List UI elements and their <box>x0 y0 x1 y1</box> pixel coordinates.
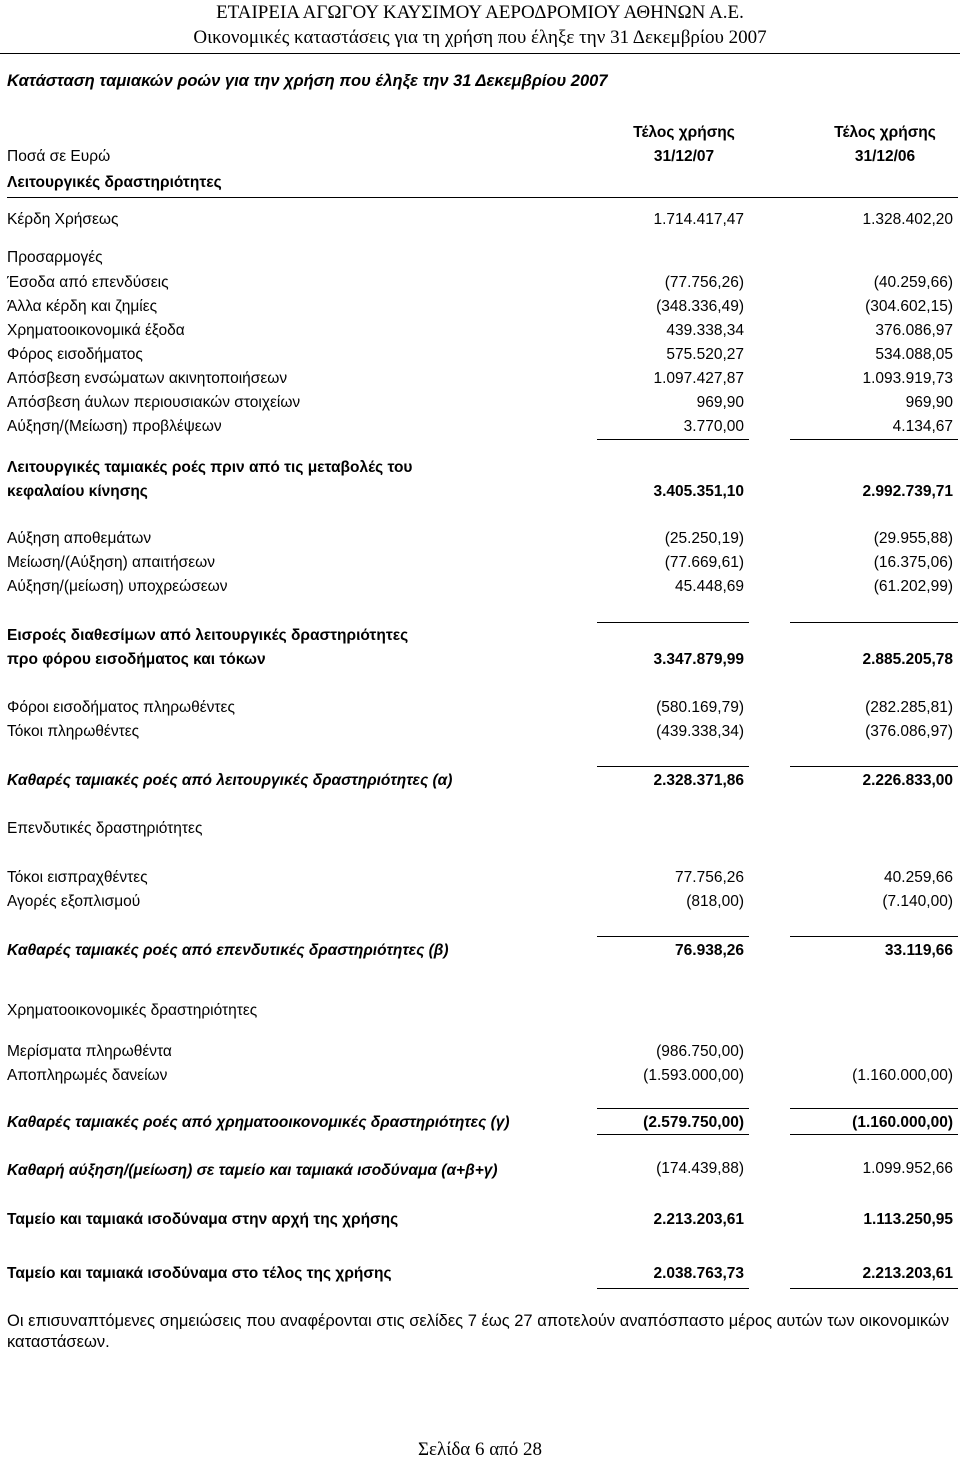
row-net-financing-label: Καθαρές ταμιακές ροές από χρηματοοικονομικές δραστηριότητες (γ) <box>7 1114 510 1131</box>
row-provisions-2007: 3.770,00 <box>683 418 744 435</box>
row-loan-repay-label: Αποπληρωμές δανείων <box>7 1067 168 1084</box>
row-op-before-wc-2006: 2.992.739,71 <box>862 483 953 500</box>
row-net-change-label: Καθαρή αύξηση/(μείωση) σε ταμείο και ταμιακά ισοδύναμα (α+β+γ) <box>7 1162 498 1179</box>
document-subtitle: Οικονομικές καταστάσεις για τη χρήση που έληξε την 31 Δεκεμβρίου 2007 <box>193 27 767 48</box>
company-name: ΕΤΑΙΡΕΙΑ ΑΓΩΓΟΥ ΚΑΥΣΙΜΟΥ ΑΕΡΟΔΡΟΜΙΟΥ ΑΘΗΝΩΝ Α.Ε. <box>216 2 744 23</box>
row-payables-2006: (61.202,99) <box>873 578 953 595</box>
row-tax-paid-2007: (580.169,79) <box>656 699 744 716</box>
rule-interest-paid-col1 <box>597 766 749 767</box>
row-profit-label: Κέρδη Χρήσεως <box>7 211 119 228</box>
row-dividends-label: Μερίσματα πληρωθέντα <box>7 1043 172 1060</box>
row-inv-income-2006: (40.259,66) <box>873 274 953 291</box>
row-other-gains-label: Άλλα κέρδη και ζημίες <box>7 298 158 315</box>
row-profit-2007: 1.714.417,47 <box>653 211 744 228</box>
col1-header-line1: Τέλος χρήσης <box>633 124 735 141</box>
statement-title: Κατάσταση ταμιακών ροών για την χρήση που έληξε την 31 Δεκεμβρίου 2007 <box>7 72 608 90</box>
row-net-operating-2007: 2.328.371,86 <box>653 772 744 789</box>
rule-payables-col2 <box>790 622 958 623</box>
row-other-gains-2007: (348.336,49) <box>656 298 744 315</box>
row-op-before-wc-label1: Λειτουργικές ταμιακές ροές πριν από τις μεταβολές του <box>7 459 413 476</box>
row-payables-2007: 45.448,69 <box>675 578 744 595</box>
row-income-tax-label: Φόρος εισοδήματος <box>7 346 143 363</box>
page-number: Σελίδα 6 από 28 <box>417 1439 543 1460</box>
rule-net-financing-col1 <box>597 1134 749 1135</box>
row-tax-paid-label: Φόροι εισοδήματος πληρωθέντες <box>7 699 235 716</box>
rule-equipment-col1 <box>597 936 749 937</box>
row-fin-costs-2006: 376.086,97 <box>875 322 953 339</box>
row-equipment-2006: (7.140,00) <box>882 893 953 910</box>
rule-provisions-col2 <box>790 439 958 440</box>
rule-loan-repay-col1 <box>597 1108 749 1109</box>
row-profit-2006: 1.328.402,20 <box>862 211 953 228</box>
row-receivables-2006: (16.375,06) <box>873 554 953 571</box>
row-interest-paid-2006: (376.086,97) <box>865 723 953 740</box>
row-interest-received-2007: 77.756,26 <box>675 869 744 886</box>
row-op-before-wc-2007: 3.405.351,10 <box>653 483 744 500</box>
row-tax-paid-2006: (282.285,81) <box>865 699 953 716</box>
row-receivables-label: Μείωση/(Αύξηση) απαιτήσεων <box>7 554 215 571</box>
row-cash-begin-2007: 2.213.203,61 <box>653 1211 744 1228</box>
rule-equipment-col2 <box>790 936 958 937</box>
currency-label: Ποσά σε Ευρώ <box>7 148 111 165</box>
row-cash-from-ops-2006: 2.885.205,78 <box>862 651 953 668</box>
row-interest-paid-label: Τόκοι πληρωθέντες <box>7 723 140 740</box>
row-equipment-label: Αγορές εξοπλισμού <box>7 893 141 910</box>
row-inv-income-2007: (77.756,26) <box>664 274 744 291</box>
col2-header-line2: 31/12/06 <box>854 148 916 165</box>
header-divider <box>0 53 960 54</box>
row-depr-intangible-label: Απόσβεση άυλων περιουσιακών στοιχείων <box>7 394 301 411</box>
row-inventory-label: Αύξηση αποθεμάτων <box>7 530 152 547</box>
rule-interest-paid-col2 <box>790 766 958 767</box>
row-depr-tangible-label: Απόσβεση ενσώματων ακινητοποιήσεων <box>7 370 288 387</box>
row-cash-begin-2006: 1.113.250,95 <box>863 1211 953 1228</box>
row-cash-from-ops-label2: προ φόρου εισοδήματος και τόκων <box>7 651 266 668</box>
row-loan-repay-2007: (1.593.000,00) <box>643 1067 744 1084</box>
row-interest-received-label: Τόκοι εισπραχθέντες <box>7 869 148 886</box>
row-net-financing-2007: (2.579.750,00) <box>643 1114 744 1131</box>
row-provisions-2006: 4.134,67 <box>892 418 953 435</box>
row-provisions-label: Αύξηση/(Μείωση) προβλέψεων <box>7 418 222 435</box>
row-cash-from-ops-2007: 3.347.879,99 <box>653 651 744 668</box>
row-income-tax-2007: 575.520,27 <box>666 346 744 363</box>
row-depr-intangible-2007: 969,90 <box>696 394 744 411</box>
section-adjustments: Προσαρμογές <box>7 249 103 266</box>
rule-loan-repay-col2 <box>790 1108 958 1109</box>
row-net-change-2006: 1.099.952,66 <box>862 1160 953 1177</box>
row-inv-income-label: Έσοδα από επενδύσεις <box>7 274 169 291</box>
row-depr-tangible-2006: 1.093.919,73 <box>862 370 953 387</box>
row-depr-tangible-2007: 1.097.427,87 <box>653 370 744 387</box>
section-investing: Επενδυτικές δραστηριότητες <box>7 820 203 837</box>
col1-header-line2: 31/12/07 <box>653 148 715 165</box>
row-fin-costs-2007: 439.338,34 <box>666 322 744 339</box>
row-cash-end-2007: 2.038.763,73 <box>653 1265 744 1282</box>
row-cash-begin-label: Ταμείο και ταμιακά ισοδύναμα στην αρχή της χρήσης <box>7 1211 399 1228</box>
row-net-financing-2006: (1.160.000,00) <box>852 1114 953 1131</box>
rule-payables-col1 <box>597 622 749 623</box>
row-fin-costs-label: Χρηματοοικονομικά έξοδα <box>7 322 185 339</box>
row-net-investing-2006: 33.119,66 <box>884 942 953 959</box>
row-cash-from-ops-label1: Εισροές διαθεσίμων από λειτουργικές δραστηριότητες <box>7 627 409 644</box>
section-financing: Χρηματοοικονομικές δραστηριότητες <box>7 1002 258 1019</box>
table-header-rule <box>7 197 958 198</box>
row-interest-paid-2007: (439.338,34) <box>656 723 744 740</box>
row-net-investing-2007: 76.938,26 <box>675 942 744 959</box>
row-cash-end-2006: 2.213.203,61 <box>862 1265 953 1282</box>
rule-provisions-col1 <box>597 439 749 440</box>
row-inventory-2006: (29.955,88) <box>873 530 953 547</box>
row-net-investing-label: Καθαρές ταμιακές ροές από επενδυτικές δραστηριότητες (β) <box>7 942 449 959</box>
row-net-operating-label: Καθαρές ταμιακές ροές από λειτουργικές δραστηριότητες (α) <box>7 772 453 789</box>
row-receivables-2007: (77.669,61) <box>664 554 744 571</box>
row-other-gains-2006: (304.602,15) <box>865 298 953 315</box>
row-depr-intangible-2006: 969,90 <box>905 394 953 411</box>
row-op-before-wc-label2: κεφαλαίου κίνησης <box>7 483 148 500</box>
row-dividends-2007: (986.750,00) <box>656 1043 744 1060</box>
row-inventory-2007: (25.250,19) <box>664 530 744 547</box>
row-interest-received-2006: 40.259,66 <box>884 869 953 886</box>
row-net-change-2007: (174.439,88) <box>656 1160 744 1177</box>
row-income-tax-2006: 534.088,05 <box>875 346 953 363</box>
col2-header-line1: Τέλος χρήσης <box>834 124 936 141</box>
row-equipment-2007: (818,00) <box>686 893 744 910</box>
row-payables-label: Αύξηση/(μείωση) υποχρεώσεων <box>7 578 228 595</box>
rule-net-financing-col2 <box>790 1134 958 1135</box>
row-cash-end-label: Ταμείο και ταμιακά ισοδύναμα στο τέλος της χρήσης <box>7 1265 392 1282</box>
row-loan-repay-2006: (1.160.000,00) <box>852 1067 953 1084</box>
rule-cash-end-col1 <box>597 1288 749 1289</box>
section-operating: Λειτουργικές δραστηριότητες <box>7 174 222 191</box>
rule-cash-end-col2 <box>790 1288 958 1289</box>
notes-reference: Οι επισυναπτόμενες σημειώσεις που αναφέρονται στις σελίδες 7 έως 27 αποτελούν αναπόσπαστο μέρος αυτών των οικονομικών καταστάσεων. <box>7 1312 950 1351</box>
row-net-operating-2006: 2.226.833,00 <box>862 772 953 789</box>
